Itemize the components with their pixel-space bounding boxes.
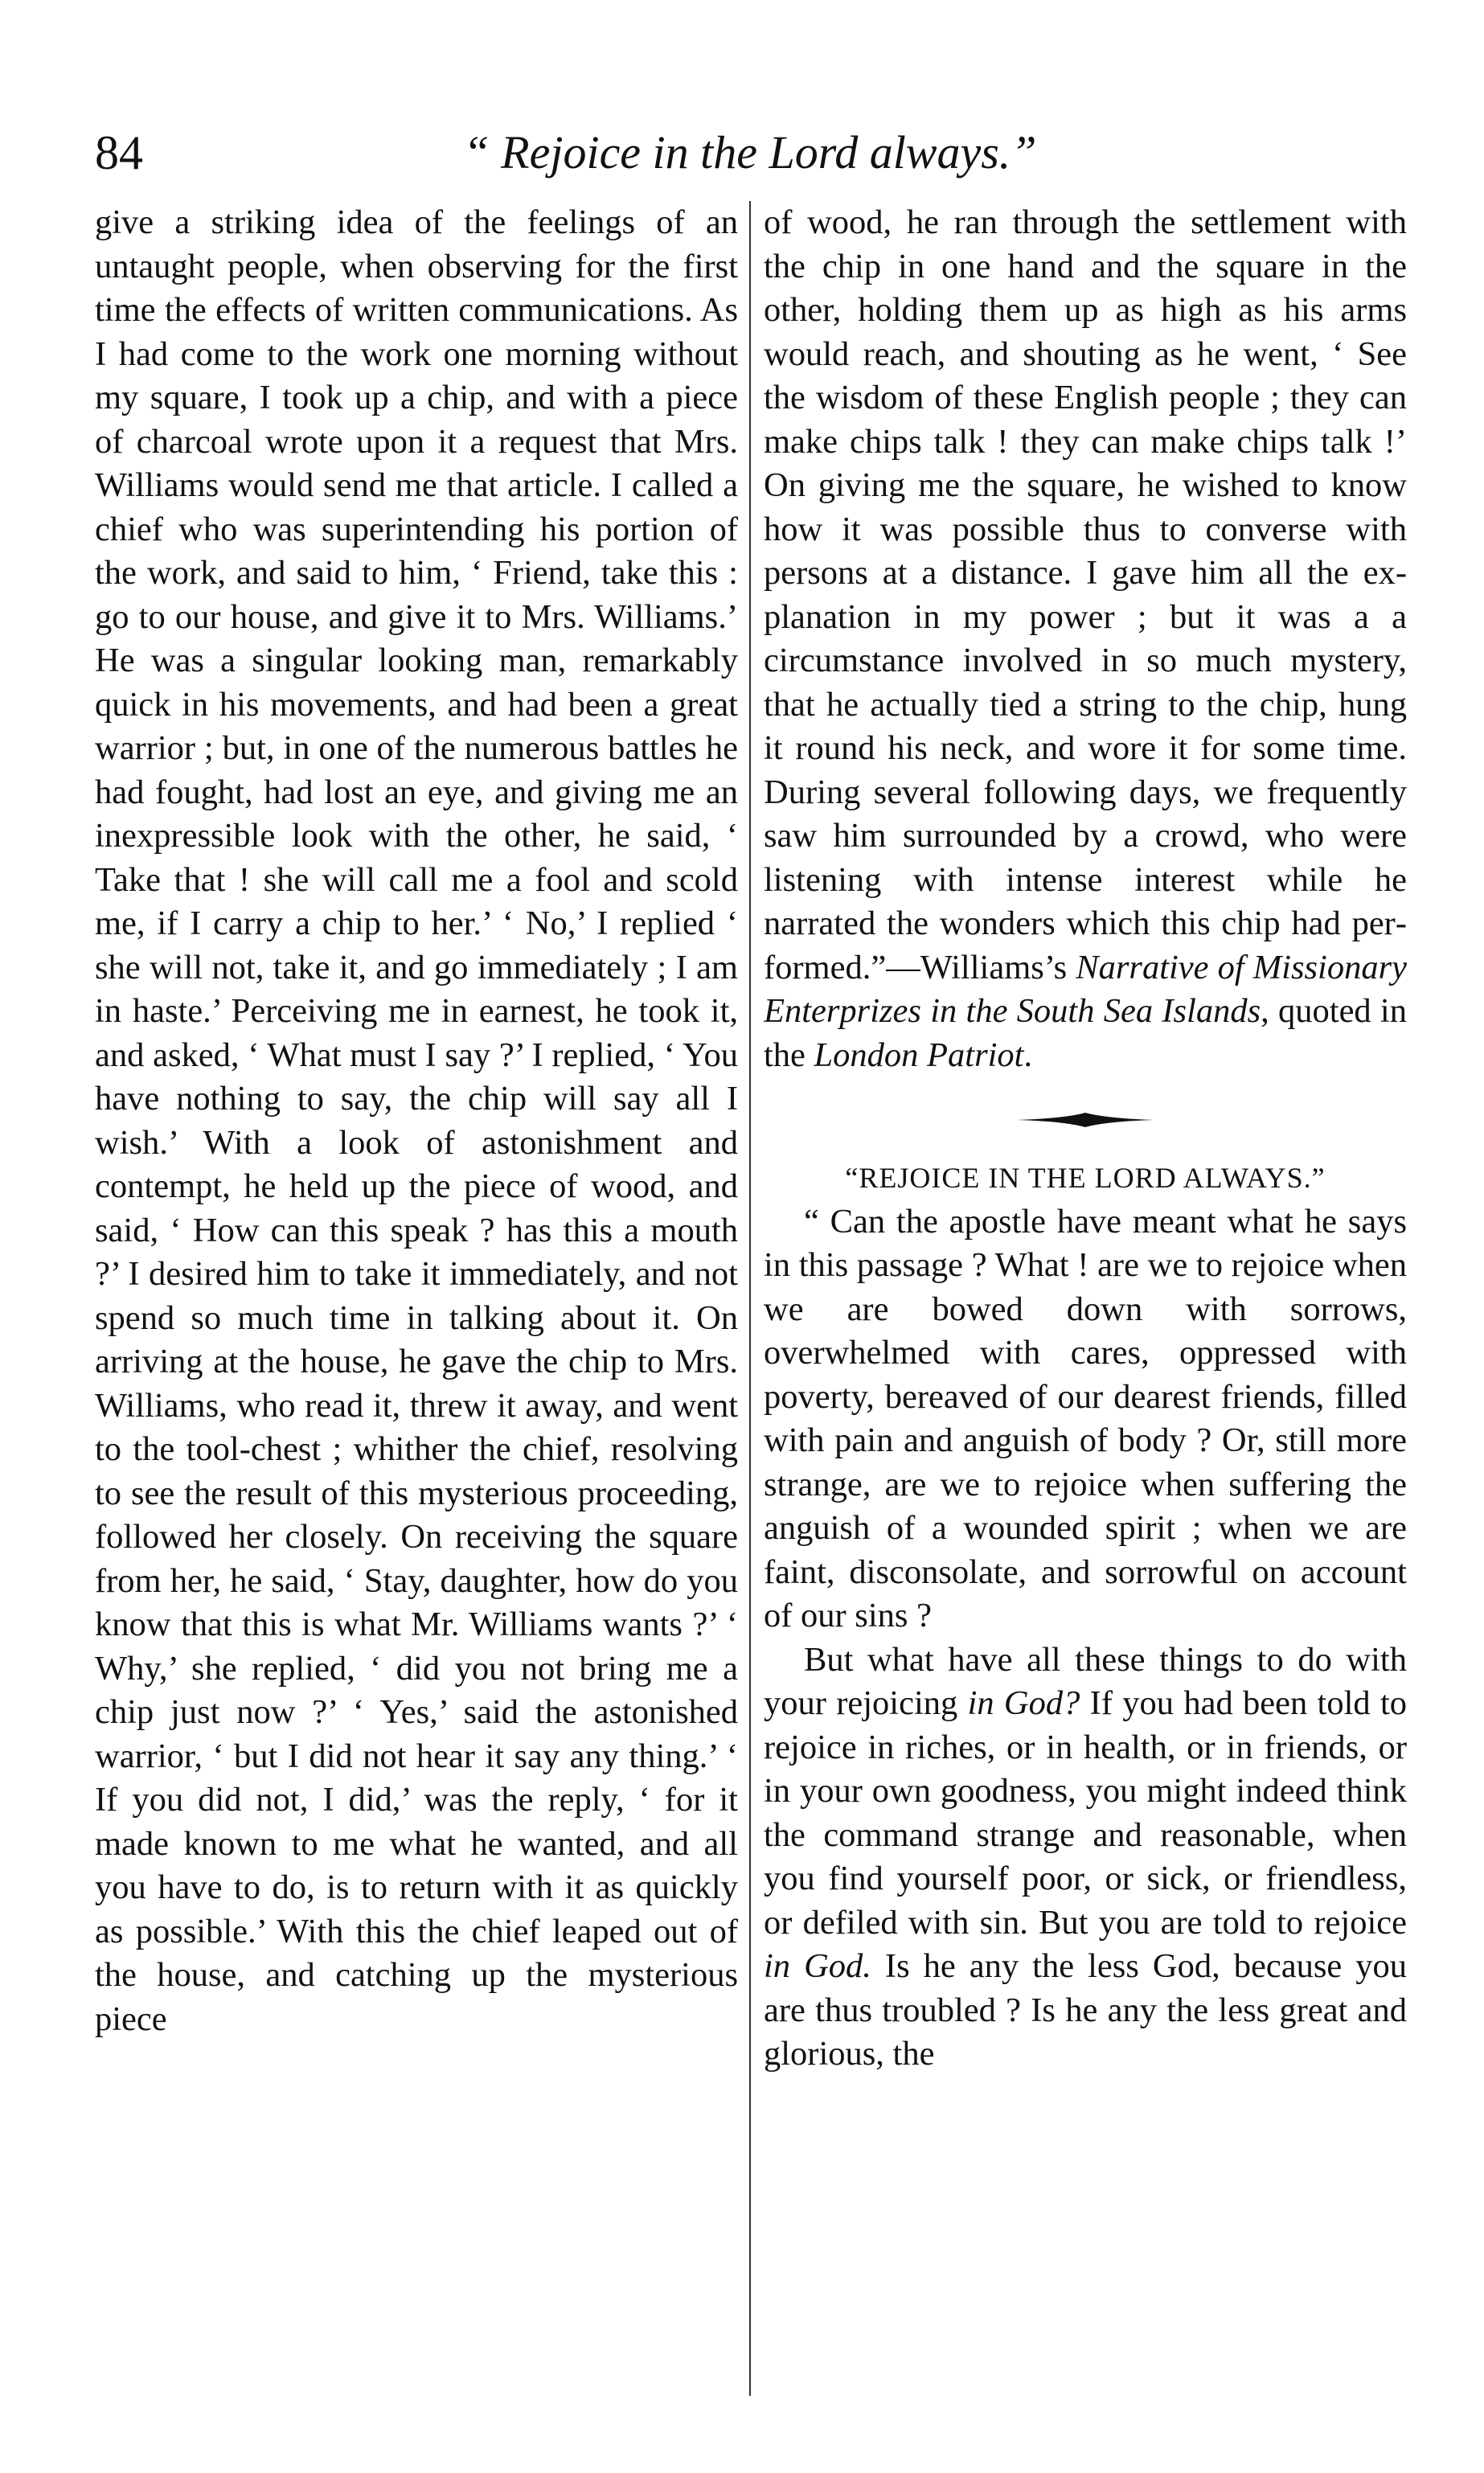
paragraph-2-emphasis-1: in God? — [967, 1684, 1080, 1722]
paragraph-2-emphasis-2: in God. — [764, 1947, 871, 1985]
right-column — [764, 201, 1407, 2396]
source-title: Narrative of Missionary Enterprizes in the South Sea Islands — [764, 948, 1407, 1030]
ornament-divider-icon — [1017, 1111, 1154, 1129]
story-end-text: of wood, he ran through the settlement with the chip in one hand and the square in the other, holding them up as high as his arms would reach, and shouting as he went, ‘ See the wisdom of these English people ; they can make chips talk ! they can make chips talk !’ On giving me the square, he wished to know how it was possible thus to converse with persons at a distance. I gave him all the explanation in my power ; but it was a a circumstance involved in so much mystery, that he actually tied a string to the chip, hung it round his neck, and wore it for some time. During several following days, we frequently saw him surrounded by a crowd, who were listening with intense interest while he narrated the wonders which this chip had performed.”—Williams’s — [764, 203, 1407, 986]
source-mid-text: , quoted in the — [764, 992, 1407, 1074]
paragraph-2 — [764, 1638, 1407, 2077]
page-header — [95, 121, 1405, 185]
column-divider — [749, 201, 751, 2396]
left-column-text: give a striking idea of the feelings of an untaught people, when observing for the first time the effects of written communications. As I had come to the work one morning without my square, I took up a chip, and with a piece of charcoal wrote upon it a request that Mrs. Williams would send me that article. I called a chief who was superintending his portion of the work, and said to him, ‘ Friend, take this : go to our house, and give it to Mrs. Williams.’ He was a singular looking man, remarkably quick in his movements, and had been a great warrior ; but, in one of the numerous battles he had fought, had lost an eye, and giving me an inexpressible look with the other, he said, ‘ Take that ! she will call me a fool and scold me, if I carry a chip to her.’ ‘ No,’ I replied ‘ she will not, take it, and go immediately ; I am in haste.’ Perceiving me in earnest, he took it, and asked, ‘ What must I say ?’ I replied, ‘ You have nothing to say, the chip will say all I wish.’ With a look of astonishment and contempt, he held up the piece of wood, and said, ‘ How can this speak ? has this a mouth ?’ I desired him to take it immediately, and not spend so much time in talking about it. On arriving at the house, he gave the chip to Mrs. Williams, who read it, threw it away, and went to the tool-chest ; whither the chief, resolving to see the result of this mysterious proceeding, followed her closely. On receiving the square from her, he said, ‘ Stay, daughter, how do you know that this is what Mr. Williams wants ?’ ‘ Why,’ she replied, ‘ did you not bring me a chip just now ?’ ‘ Yes,’ said the astonished warrior, ‘ but I did not hear it say any thing.’ ‘ If you did not, I did,’ was the reply, ‘ for it made known to me what he wanted, and all you have to do, is to return with it as quickly as possible.’ With this the chief leaped out of the house, and catching up the mysterious piece — [95, 203, 738, 2038]
source-end-text: . — [1023, 1036, 1033, 1074]
paragraph-2-text-a: But what have all these things to do with your rejoicing — [764, 1640, 1407, 1722]
running-title: “ Rejoice in the Lord always.” — [463, 126, 1037, 178]
page-number: 84 — [95, 126, 143, 179]
section-heading: “REJOICE IN THE LORD ALWAYS.” — [845, 1162, 1326, 1194]
source-newspaper: London Patriot — [814, 1036, 1024, 1074]
paragraph-2-text-b: If you had been told to rejoice in riches, or in health, or in friends, or in your own goodness, you might indeed think the command strange and reasonable, when you find yourself poor, or sick, or friendless, or defiled with sin. But you are told to rejoice — [764, 1684, 1407, 1942]
paragraph-1: “ Can the apostle have meant what he says in this passage ? What ! are we to rejoice when we are bowed down with sorrows, overwhelmed with cares, oppressed with poverty, bereaved of our dearest friends, filled with pain and anguish of body ? Or, still more strange, are we to rejoice when suffering the anguish of a wounded spirit ; when we are faint, disconsolate, and sorrowful on account of our sins ? — [764, 1202, 1407, 1634]
paragraph-2-text-c: Is he any the less God, because you are thus troubled ? Is he any the less great and glorious, the — [764, 1947, 1407, 2073]
story-conclusion — [764, 201, 1407, 1077]
left-column — [95, 201, 738, 2396]
